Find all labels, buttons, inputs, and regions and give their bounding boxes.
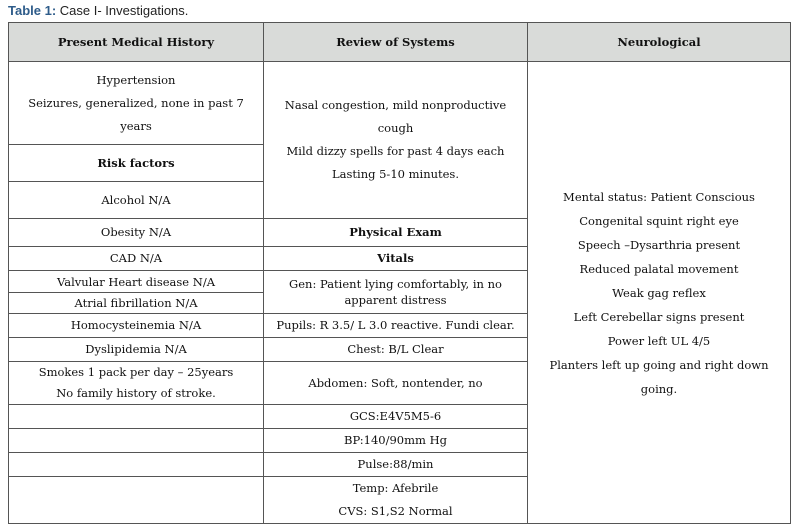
history-item: Smokes 1 pack per day – 25years [38,365,234,379]
history-item: Homocysteinemia N/A [9,314,264,338]
empty-cell [9,477,264,524]
neuro-line: Power left UL 4/5 [607,333,711,348]
vitals-temp: Temp: Afebrile [352,481,439,495]
review-line: cough [377,121,414,135]
history-item: CAD N/A [9,247,264,271]
neuro-line: Weak gag reflex [612,285,706,300]
neuro-line: Reduced palatal movement [579,261,739,276]
history-item: No family history of stroke. [56,386,216,400]
history-item: Atrial fibrillation N/A [9,293,264,314]
exam-chest: Chest: B/L Clear [264,338,528,362]
neuro-cell [528,62,791,524]
neuro-line: Congenital squint right eye [579,213,739,228]
exam-pupils: Pupils: R 3.5/ L 3.0 reactive. Fundi clear. [264,314,528,338]
exam-gen: Gen: Patient lying comfortably, in no apparent distress [264,271,528,314]
neuro-line: Speech –Dysarthria present [577,237,741,252]
history-smoking-cell [9,362,264,405]
vitals-header: Vitals [264,247,528,271]
review-line: Nasal congestion, mild nonproductive [284,98,507,112]
vitals-temp-cvs [264,477,528,524]
history-item: Alcohol N/A [9,182,264,219]
table-caption [8,3,188,18]
history-cell [9,62,264,145]
history-line: Hypertension [96,72,176,87]
review-line: Mild dizzy spells for past 4 days each [286,144,505,158]
physical-exam-header: Physical Exam [264,219,528,247]
vitals-pulse: Pulse:88/min [264,453,528,477]
neuro-line: Mental status: Patient Conscious [563,189,755,204]
exam-cvs: CVS: S1,S2 Normal [338,504,453,518]
header-neuro: Neurological [528,23,791,62]
neuro-line: Left Cerebellar signs present [573,309,745,324]
exam-abdomen: Abdomen: Soft, nontender, no [264,362,528,405]
caption-text: Case I- Investigations. [56,3,189,18]
header-row [9,23,791,62]
review-line: Lasting 5-10 minutes. [332,167,459,181]
table-row [9,62,791,145]
vitals-gcs: GCS:E4V5M5-6 [264,405,528,429]
empty-cell [9,429,264,453]
history-item: Obesity N/A [9,219,264,247]
caption-label: Table 1: [8,3,57,18]
header-history: Present Medical History [9,23,264,62]
review-cell [264,62,528,219]
history-item: Dyslipidemia N/A [9,338,264,362]
risk-factors-header: Risk factors [9,145,264,182]
history-item: Valvular Heart disease N/A [9,271,264,293]
vitals-bp: BP:140/90mm Hg [264,429,528,453]
neuro-line: Planters left up going and right down going. [549,357,769,396]
history-line: years [120,118,152,133]
empty-cell [9,453,264,477]
empty-cell [9,405,264,429]
header-review: Review of Systems [264,23,528,62]
investigations-table [8,22,791,524]
history-line: Seizures, generalized, none in past 7 [28,95,244,110]
